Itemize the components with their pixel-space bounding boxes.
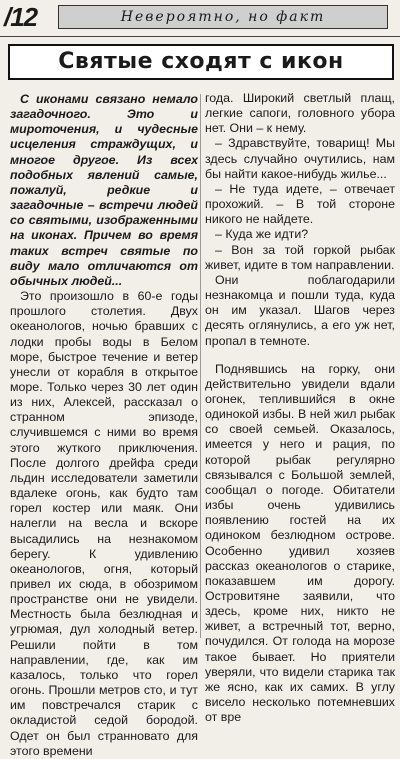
paragraph: – Здравствуйте, товарищ! Мы здесь случайно очутились, нам бы найти какое-нибудь жилье...	[205, 136, 395, 181]
paragraph: года. Широкий светлый плащ, легкие сапоги, головного убора нет. Они – к нему.	[205, 91, 395, 136]
page-number: /12	[4, 2, 38, 32]
right-column	[205, 91, 395, 725]
column-divider	[200, 94, 201, 638]
rubric-banner: Невероятно, но факт	[58, 5, 388, 29]
paragraph: Они поблагодарили незнакомца и пошли туда, куда он им указал. Шагов через десять оглянулись, а его уж нет, пропал в темноте.	[205, 272, 395, 348]
header-rule	[0, 36, 400, 37]
paragraph: Поднявшись на горку, они действительно увидели вдали огонек, теплившийся в окне одинокой избы. В ней жил рыбак со своей семьей. Оказалось, имеется у него и рация, по которой рыбак регулярно связывался с Большой землей, сообщал о погоде. Обитатели избы очень удивились появлению гостей на их одиноком безлюдном острове. Особенно удивил хозяев рассказ океанологов о старике, показавшем им дорогу. Островитяне заявили, что здесь, кроме них, никто не живет, а встречный тот, верно, почудился. От голода на морозе такое бывает. Но приятели уверяли, что видели старика так же ясно, как их самих. В углу висело несколько потемневших от вре	[205, 361, 395, 725]
paragraph: – Вон за той горкой рыбак живет, идите в том направлении.	[205, 242, 395, 272]
paragraph: Это произошло в 60-е годы прошлого столетия. Двух океанологов, ночью бравших с лодки пробы воды в Белом море, быстрое течение и ветер унесли от корабля в открытое море. Только через 30 лет один из них, Алексей, рассказал о странном эпизоде, случившемся с ними во время этого жуткого приключения. После долгого дрейфа среди льдин исследователи заметили вдалеке огонь, как будто там горел костер или маяк. Они налегли на весла и вскоре высадились на незнакомом берегу. К удивлению океанологов, огня, который привел их сюда, в обозримом пространстве они не увидели. Местность была безлюдная и угрюмая, дул холодный ветер. Решили пойти в том направлении, где, как им казалось, только что горел огонь. Прошли метров сто, и тут им повстречался старик с окладистой седой бородой. Одет он был странновато для этого времени	[10, 289, 198, 758]
page-header	[0, 0, 400, 34]
left-column	[10, 92, 198, 759]
paragraph: – Куда же идти?	[215, 227, 309, 242]
article-lead: С иконами связано немало загадочного. Это и мироточения, и чудесные исцеления страждущих, и многое другое. Из всех подобных явлений самые, пожалуй, редкие и загадочные – встречи людей со святыми, изображенными на иконах. Причем во время таких встреч святые по виду мало отличаются от обычных людей...	[10, 92, 198, 288]
article-title: Святые сходят с икон	[8, 44, 394, 80]
paragraph: – Не туда идете, – отвечает прохожий. – В той стороне никого не найдете.	[205, 181, 395, 227]
